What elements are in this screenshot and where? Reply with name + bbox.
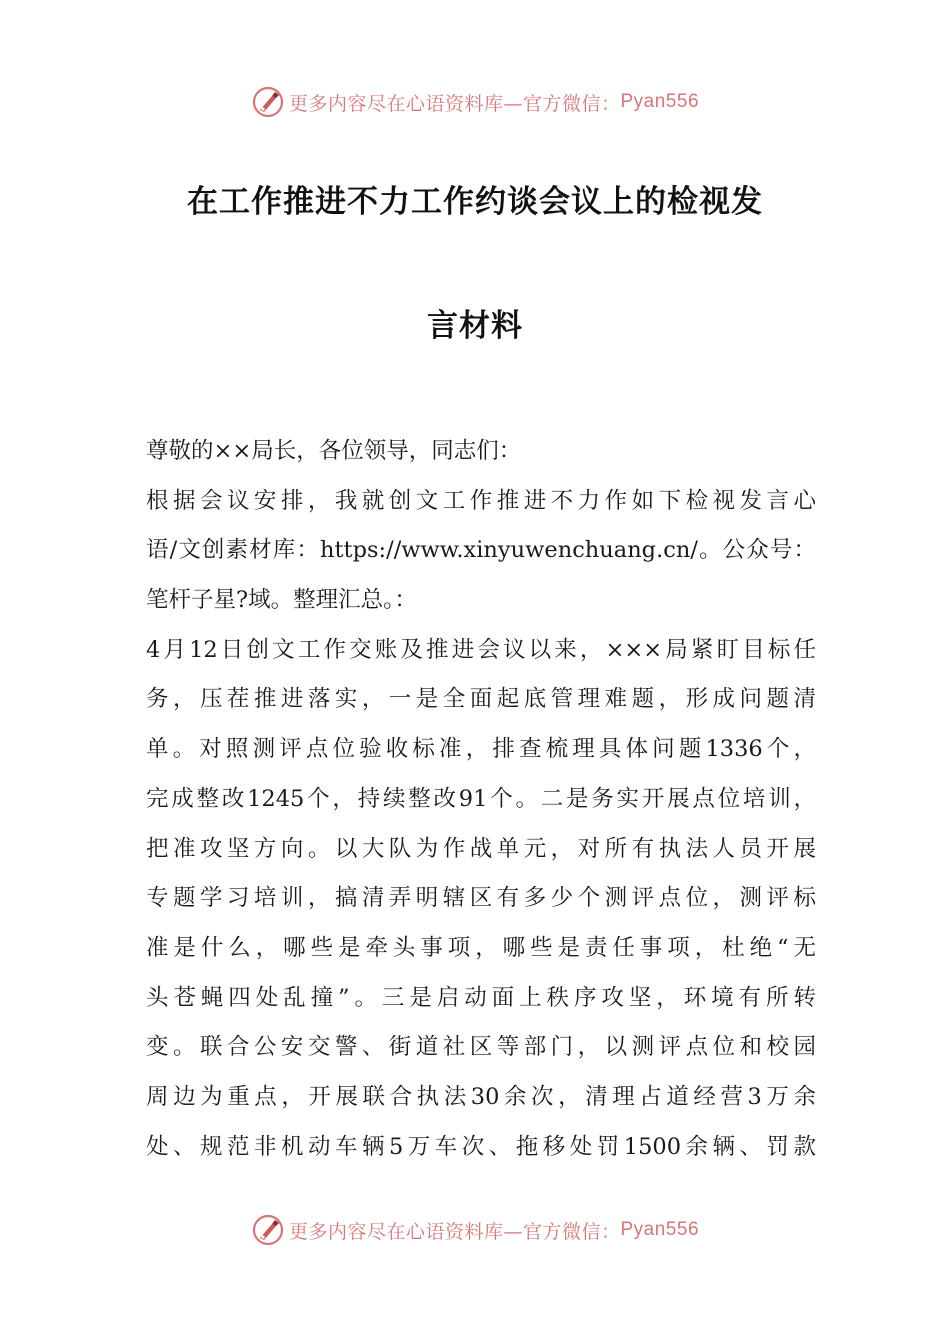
header-watermark xyxy=(0,82,950,122)
body-line: 变。联合公安交警、街道社区等部门，以测评点位和校园 xyxy=(146,1034,816,1061)
body-line: 处、规范非机动车辆5万车次、拖移处罚1500余辆、罚款 xyxy=(146,1133,816,1160)
body-line: 4月12日创文工作交账及推进会议以来，×××局紧盯目标任 xyxy=(146,636,816,663)
body-line: 完成整改1245个，持续整改91个。二是务实开展点位培训， xyxy=(146,785,816,812)
body-line: 把准攻坚方向。以大队为作战单元，对所有执法人员开展 xyxy=(146,835,816,862)
body-line: 笔杆子星?域。整理汇总。： xyxy=(146,587,417,614)
pen-nib-circle-logo-icon xyxy=(251,85,285,119)
watermark-wechat-id: Pyan556 xyxy=(620,1219,700,1240)
body-line: 专题学习培训，搞清弄明辖区有多少个测评点位，测评标 xyxy=(146,885,816,912)
body-line: 语/文创素材库：https://www.xinyuwenchuang.cn/。公众号： xyxy=(146,537,816,564)
footer-watermark xyxy=(0,1210,950,1250)
body-line: 周边为重点，开展联合执法30余次，清理占道经营3万余 xyxy=(146,1083,816,1110)
pen-nib-circle-logo-icon xyxy=(251,1213,285,1247)
document-title-line-2: 言材料 xyxy=(427,308,523,344)
body-line: 根据会议安排，我就创文工作推进不力作如下检视发言心 xyxy=(146,487,816,514)
watermark-wechat-id: Pyan556 xyxy=(620,91,700,112)
body-line: 头苍蝇四处乱撞”。三是启动面上秩序攻坚，环境有所转 xyxy=(146,984,816,1011)
body-line: 准是什么，哪些是牵头事项，哪些是责任事项，杜绝“无 xyxy=(146,934,816,961)
document-title-line-1: 在工作推进不力工作约谈会议上的检视发 xyxy=(187,184,763,220)
watermark-text: 更多内容尽在心语资料库—官方微信： xyxy=(288,1220,621,1243)
body-line: 单。对照测评点位验收标准，排查梳理具体问题1336个， xyxy=(146,736,816,763)
body-line: 务，压茬推进落实，一是全面起底管理难题，形成问题清 xyxy=(146,686,816,713)
body-line: 尊敬的××局长，各位领导，同志们： xyxy=(146,438,522,464)
document-body xyxy=(146,427,816,1172)
watermark-text: 更多内容尽在心语资料库—官方微信： xyxy=(288,92,621,115)
